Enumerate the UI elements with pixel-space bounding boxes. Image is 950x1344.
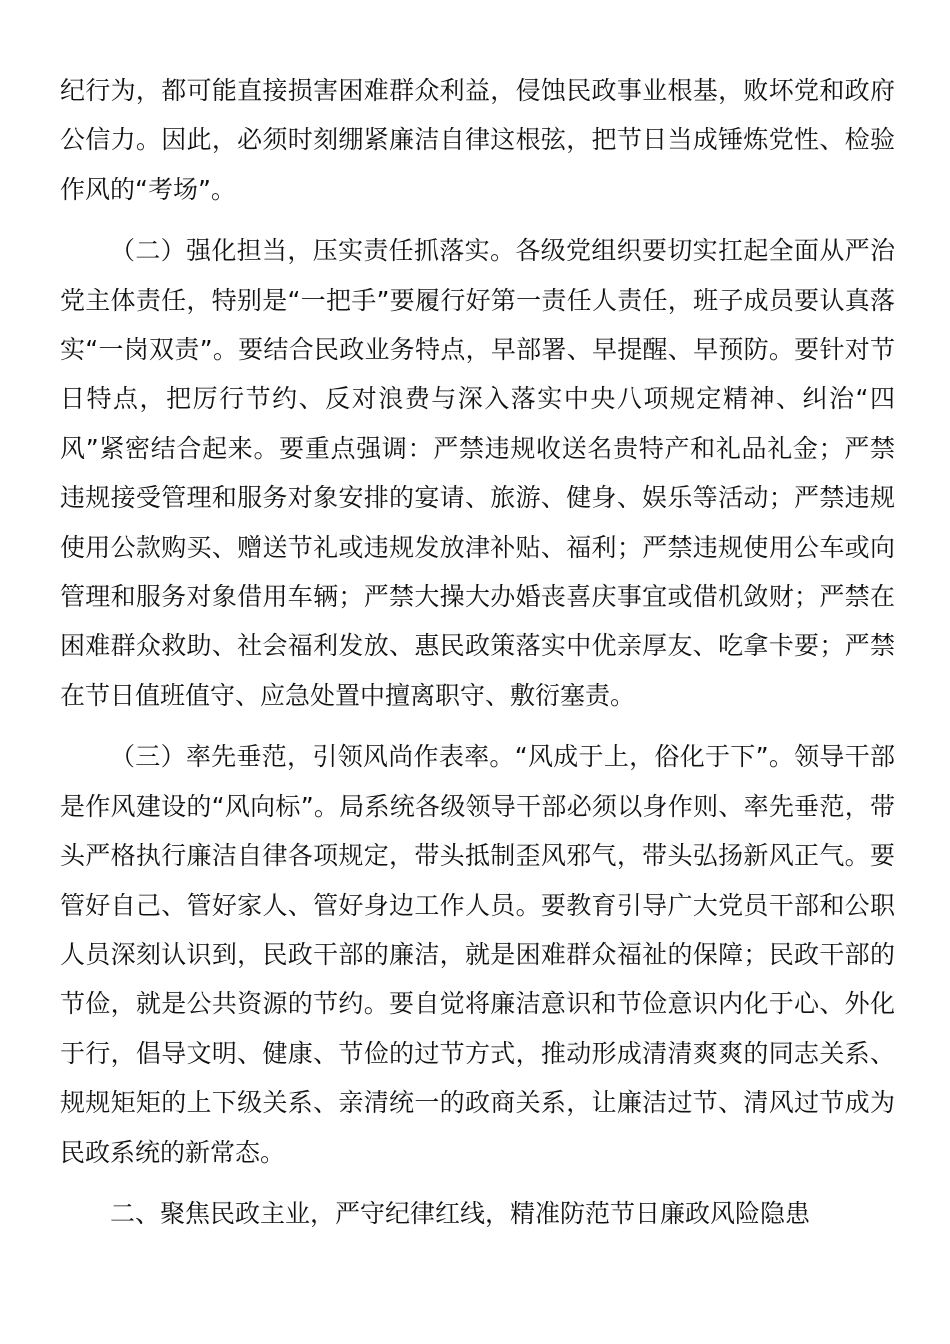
paragraph-section-3: （三）率先垂范，引领风尚作表率。“风成于上，俗化于下”。领导干部是作风建设的“风向标”。局系统各级领导干部必须以身作则、率先垂范，带头严格执行廉洁自律各项规定，带头抵制歪风邪气，带头弘扬新风正气。要管好自己、管好家人、管好身边工作人员。要教育引导广大党员干部和公职人员深刻认识到，民政干部的廉洁，就是困难群众福祉的保障；民政干部的节俭，就是公共资源的节约。要自觉将廉洁意识和节俭意识内化于心、外化于行，倡导文明、健康、节俭的过节方式，推动形成清清爽爽的同志关系、规规矩矩的上下级关系、亲清统一的政商关系，让廉洁过节、清风过节成为民政系统的新常态。: [60, 742, 895, 1167]
paragraph-section-2: （二）强化担当，压实责任抓落实。各级党组织要切实扛起全面从严治党主体责任，特别是“一把手”要履行好第一责任人责任，班子成员要认真落实“一岗双责”。要结合民政业务特点，早部署、早提醒、早预防。要针对节日特点，把厉行节约、反对浪费与深入落实中央八项规定精神、纠治“四风”紧密结合起来。要重点强调：严禁违规收送名贵特产和礼品礼金；严禁违规接受管理和服务对象安排的宴请、旅游、健身、娱乐等活动；严禁违规使用公款购买、赠送节礼或违规发放津补贴、福利；严禁违规使用公车或向管理和服务对象借用车辆；严禁大操大办婚丧喜庆事宜或借机敛财；严禁在困难群众救助、社会福利发放、惠民政策落实中优亲厚友、吃拿卡要；严禁在节日值班值守、应急处置中擅离职守、敷衍塞责。: [60, 236, 895, 710]
document-body: [60, 66, 895, 1238]
paragraph-continuation: 纪行为，都可能直接损害困难群众利益，侵蚀民政事业根基，败坏党和政府公信力。因此，必须时刻绷紧廉洁自律这根弦，把节日当成锤炼党性、检验作风的“考场”。: [60, 76, 895, 204]
section-heading: 二、聚焦民政主业，严守纪律红线，精准防范节日廉政风险隐患: [110, 1198, 811, 1228]
